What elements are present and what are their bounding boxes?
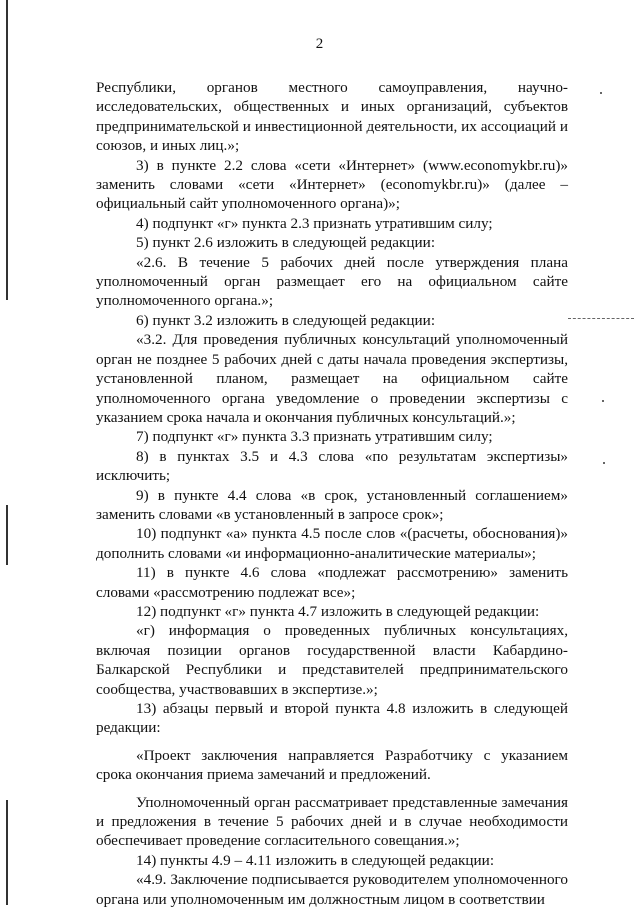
paragraph-quote-4-9: «4.9. Заключение подписывается руководителем уполномоченного органа или уполномоченным им должностным лицом в соответствии bbox=[96, 871, 568, 908]
paragraph-item-6: 6) пункт 3.2 изложить в следующей редакции: bbox=[136, 311, 436, 329]
paragraph-item-14: 14) пункты 4.9 – 4.11 изложить в следующей редакции: bbox=[136, 851, 495, 869]
scan-dot-right-3 bbox=[603, 462, 605, 464]
paragraph-item-11: 11) в пункте 4.6 слова «подлежат рассмотрению» заменить словами «рассмотрению подлежат все»; bbox=[96, 564, 568, 601]
scan-dot-right-2 bbox=[602, 400, 604, 402]
paragraph-item-13: 13) абзацы первый и второй пункта 4.8 изложить в следующей редакции: bbox=[96, 700, 568, 737]
paragraph-item-3: 3) в пункте 2.2 слова «сети «Интернет» (www.economykbr.ru)» заменить словами «сети «Интернет» (economykbr.ru)» (далее – официальный сайт уполномоченного органа)»; bbox=[96, 156, 568, 213]
paragraph-item-5: 5) пункт 2.6 изложить в следующей редакции: bbox=[136, 234, 436, 252]
paragraph-quote-review: Уполномоченный орган рассматривает представленные замечания и предложения в течение 5 рабочих дней и в случае необходимости обеспечивает проведение согласительного совещания.»; bbox=[96, 793, 568, 850]
paragraph-item-8: 8) в пунктах 3.5 и 4.3 слова «по результатам экспертизы» исключить; bbox=[96, 447, 568, 485]
paragraph-quote-3-2: «3.2. Для проведения публичных консультаций уполномоченный орган не позднее 5 рабочих дней с даты начала проведения экспертизы, установленной планом, размещает на официальном сайте уполномоченного органа уведомление о проведении экспертизы с указанием срока начала и окончания публичных консультаций.»; bbox=[96, 331, 568, 426]
paragraph-quote-g: «г) информация о проведенных публичных консультациях, включая позиции органов государственной власти Кабардино-Балкарской Республики и представителей предпринимательского сообщества, участвовавших в экспертизе.»; bbox=[96, 622, 568, 698]
document-body bbox=[96, 78, 568, 909]
paragraph-item-7: 7) подпункт «г» пункта 3.3 признать утратившим силу; bbox=[136, 428, 493, 446]
paragraph-item-9: 9) в пункте 4.4 слова «в срок, установленный соглашением» заменить словами «в установленный в запросе срок»; bbox=[96, 486, 568, 523]
paragraph-item-10: 10) подпункт «а» пункта 4.5 после слов «(расчеты, обоснования)» дополнить словами «и информационно-аналитические материалы»; bbox=[96, 525, 568, 562]
paragraph-item-4: 4) подпункт «г» пункта 2.3 признать утратившим силу; bbox=[136, 214, 493, 232]
page-number: 2 bbox=[315, 36, 324, 52]
paragraph-item-12: 12) подпункт «г» пункта 4.7 изложить в следующей редакции: bbox=[136, 602, 540, 620]
scan-dot-right-1 bbox=[600, 92, 602, 94]
paragraph-continuation: Республики, органов местного самоуправления, научно-исследовательских, общественных и иных организаций, субъектов предпринимательской и инвестиционной деятельности, их ассоциаций и союзов, и иных лиц.»; bbox=[96, 79, 568, 155]
paragraph-quote-2-6: «2.6. В течение 5 рабочих дней после утверждения плана уполномоченный орган размещает его на официальном сайте уполномоченного органа.»; bbox=[96, 253, 568, 310]
scan-edge-line-top bbox=[6, 0, 8, 300]
scan-edge-line-middle bbox=[6, 505, 8, 565]
scan-edge-line-bottom bbox=[6, 800, 8, 905]
paragraph-quote-draft: «Проект заключения направляется Разработчику с указанием срока окончания приема замечаний и предложений. bbox=[96, 746, 568, 784]
scan-dash-right bbox=[568, 318, 634, 320]
